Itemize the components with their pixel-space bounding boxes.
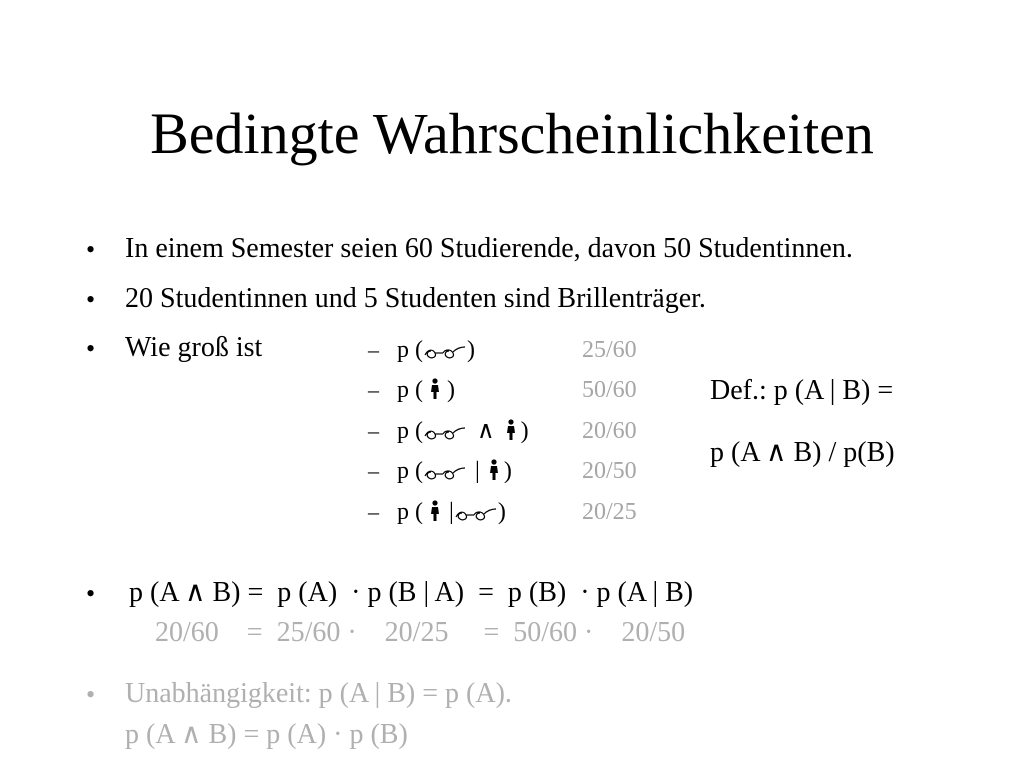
- glasses-icon: [423, 344, 467, 360]
- bullet-text-3: Wie groß ist: [125, 332, 263, 363]
- dash-marker: –: [368, 337, 379, 362]
- question-item: – p ( ∧ ): [368, 418, 529, 444]
- definition-line-1: Def.: p (A | B) =: [710, 375, 894, 406]
- question-item: – p ( ): [368, 377, 455, 403]
- product-rule-formula: p (A ∧ B) = p (A) · p (B | A) = p (B) · p (A | B): [129, 577, 694, 608]
- independence-line-2: p (A ∧ B) = p (A) · p (B): [125, 719, 408, 750]
- bullet-text-2: 20 Studentinnen und 5 Studenten sind Brillenträger.: [125, 283, 706, 314]
- bullet-marker: •: [86, 579, 96, 608]
- answer-value: 50/60: [582, 377, 637, 403]
- dash-marker: –: [368, 458, 379, 483]
- independence-line-1: Unabhängigkeit: p (A | B) = p (A).: [125, 678, 512, 709]
- bullet-marker: •: [86, 285, 96, 314]
- bullet-text-1: In einem Semester seien 60 Studierende, davon 50 Studentinnen.: [125, 233, 853, 264]
- question-item: – p ( | ): [368, 499, 506, 525]
- slide-title: Bedingte Wahrscheinlichkeiten: [150, 101, 874, 166]
- question-item: – p ( ): [368, 337, 475, 363]
- glasses-icon: [454, 506, 498, 522]
- definition-line-2: p (A ∧ B) / p(B): [710, 437, 895, 468]
- dash-marker: –: [368, 499, 379, 524]
- woman-icon: [429, 500, 441, 522]
- answer-value: 20/50: [582, 458, 637, 484]
- bullet-marker: •: [86, 680, 96, 709]
- glasses-icon: [423, 425, 467, 441]
- woman-icon: [429, 378, 441, 400]
- woman-icon: [488, 459, 500, 481]
- dash-marker: –: [368, 418, 379, 443]
- bullet-marker: •: [86, 334, 96, 363]
- question-item: – p ( | ): [368, 458, 512, 484]
- woman-icon: [505, 419, 517, 441]
- glasses-icon: [423, 465, 467, 481]
- answer-value: 20/25: [582, 499, 637, 525]
- dash-marker: –: [368, 377, 379, 402]
- answer-value: 20/60: [582, 418, 637, 444]
- answer-value: 25/60: [582, 337, 637, 363]
- bullet-marker: •: [86, 235, 96, 264]
- product-rule-numbers: 20/60 = 25/60 · 20/25 = 50/60 · 20/50: [155, 617, 686, 648]
